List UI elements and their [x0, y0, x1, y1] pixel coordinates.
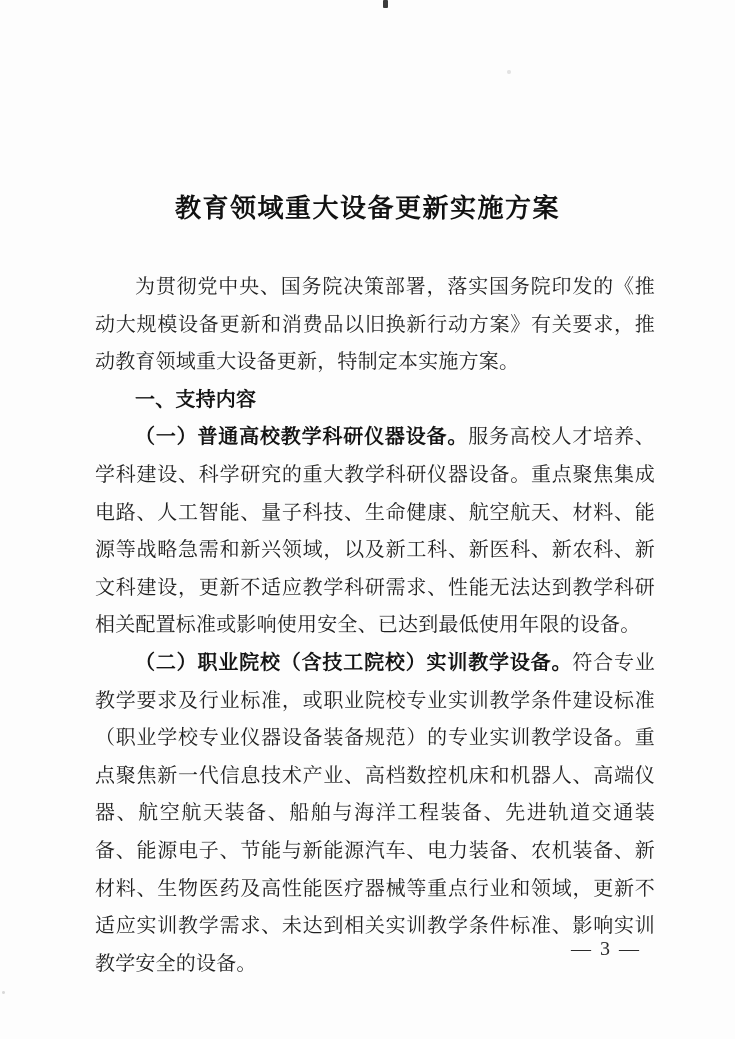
item2-text: 符合专业教学要求及行业标准，或职业院校专业实训教学条件建设标准（职业学校专业仪器设备装备规范）的专业实训教学设备。重点聚焦新一代信息技术产业、高档数控机床和机器人、高端仪器、航空航天装备、船舶与海洋工程装备、先进轨道交通装备、能源电子、节能与新能源汽车、电力装备、农机装备、新材料、生物医药及高性能医疗器械等重点行业和领域，更新不适应实训教学需求、未达到相关实训教学条件标准、影响实训教学安全的设备。: [95, 651, 655, 975]
intro-paragraph-text: 为贯彻党中央、国务院决策部署，落实国务院印发的《推动大规模设备更新和消费品以旧换新行动方案》有关要求，推动教育领域重大设备更新，特制定本实施方案。: [95, 276, 655, 374]
section-heading-support-content: 一、支持内容: [135, 388, 257, 411]
item1-text: 服务高校人才培养、学科建设、科学研究的重大教学科研仪器设备。重点聚焦集成电路、人工智能、量子科技、生命健康、航空航天、材料、能源等战略急需和新兴领域，以及新工科、新医科、新农科、新文科建设，更新不适应教学科研需求、性能无法达到教学科研相关配置标准或影响使用安全、已达到最低使用年限的设备。: [95, 426, 655, 637]
item2-lead: （二）职业院校（含技工院校）实训教学设备。: [135, 651, 573, 674]
item2-paragraph: [95, 645, 655, 983]
page-number: — 3 —: [571, 938, 641, 960]
document-body: [95, 269, 655, 983]
scan-artifact-bottom: [2, 991, 5, 994]
scan-artifact-middle: [507, 70, 511, 74]
item1-paragraph: [95, 419, 655, 645]
scan-artifact-top: [383, 0, 388, 8]
item1-lead: （一）普通高校教学科研仪器设备。: [135, 426, 469, 449]
document-title: 教育领域重大设备更新实施方案: [174, 194, 560, 223]
intro-paragraph: [95, 269, 655, 382]
